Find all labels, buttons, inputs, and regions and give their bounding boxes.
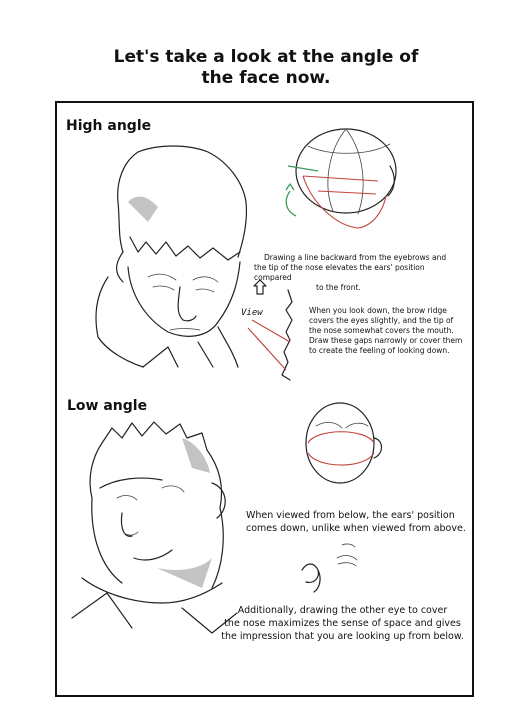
low-angle-note-1: When viewed from below, the ears' position comes down, unlike when viewed from above.	[246, 510, 466, 534]
low-angle-head-construction	[296, 398, 391, 498]
title-line-1: Let's take a look at the angle of	[113, 47, 419, 67]
high-angle-heading: High angle	[66, 118, 152, 134]
high-angle-face-illustration	[68, 142, 268, 372]
low-angle-note-2: Additionally, drawing the other eye to cover the nose maximizes the sense of space and gives the impression that you are looking up from below.	[221, 605, 464, 642]
low-angle-heading: Low angle	[67, 398, 148, 414]
profile-view-diagram	[246, 280, 306, 390]
high-angle-note-1: Drawing a line backward from the eyebrows and the tip of the nose elevates the ears' position compared to the front.	[254, 253, 447, 292]
nose-eye-detail-sketch	[292, 540, 367, 600]
title-line-2: the face now.	[201, 68, 331, 88]
high-angle-note-2: When you look down, the brow ridge covers the eyes slightly, and the tip of the nose somewhat covers the mouth. Draw these gaps narrowly or cover them to create the feeling of looking down.	[309, 306, 463, 355]
view-label: View	[241, 308, 263, 318]
high-angle-head-construction	[278, 126, 408, 246]
page-title	[0, 47, 532, 89]
